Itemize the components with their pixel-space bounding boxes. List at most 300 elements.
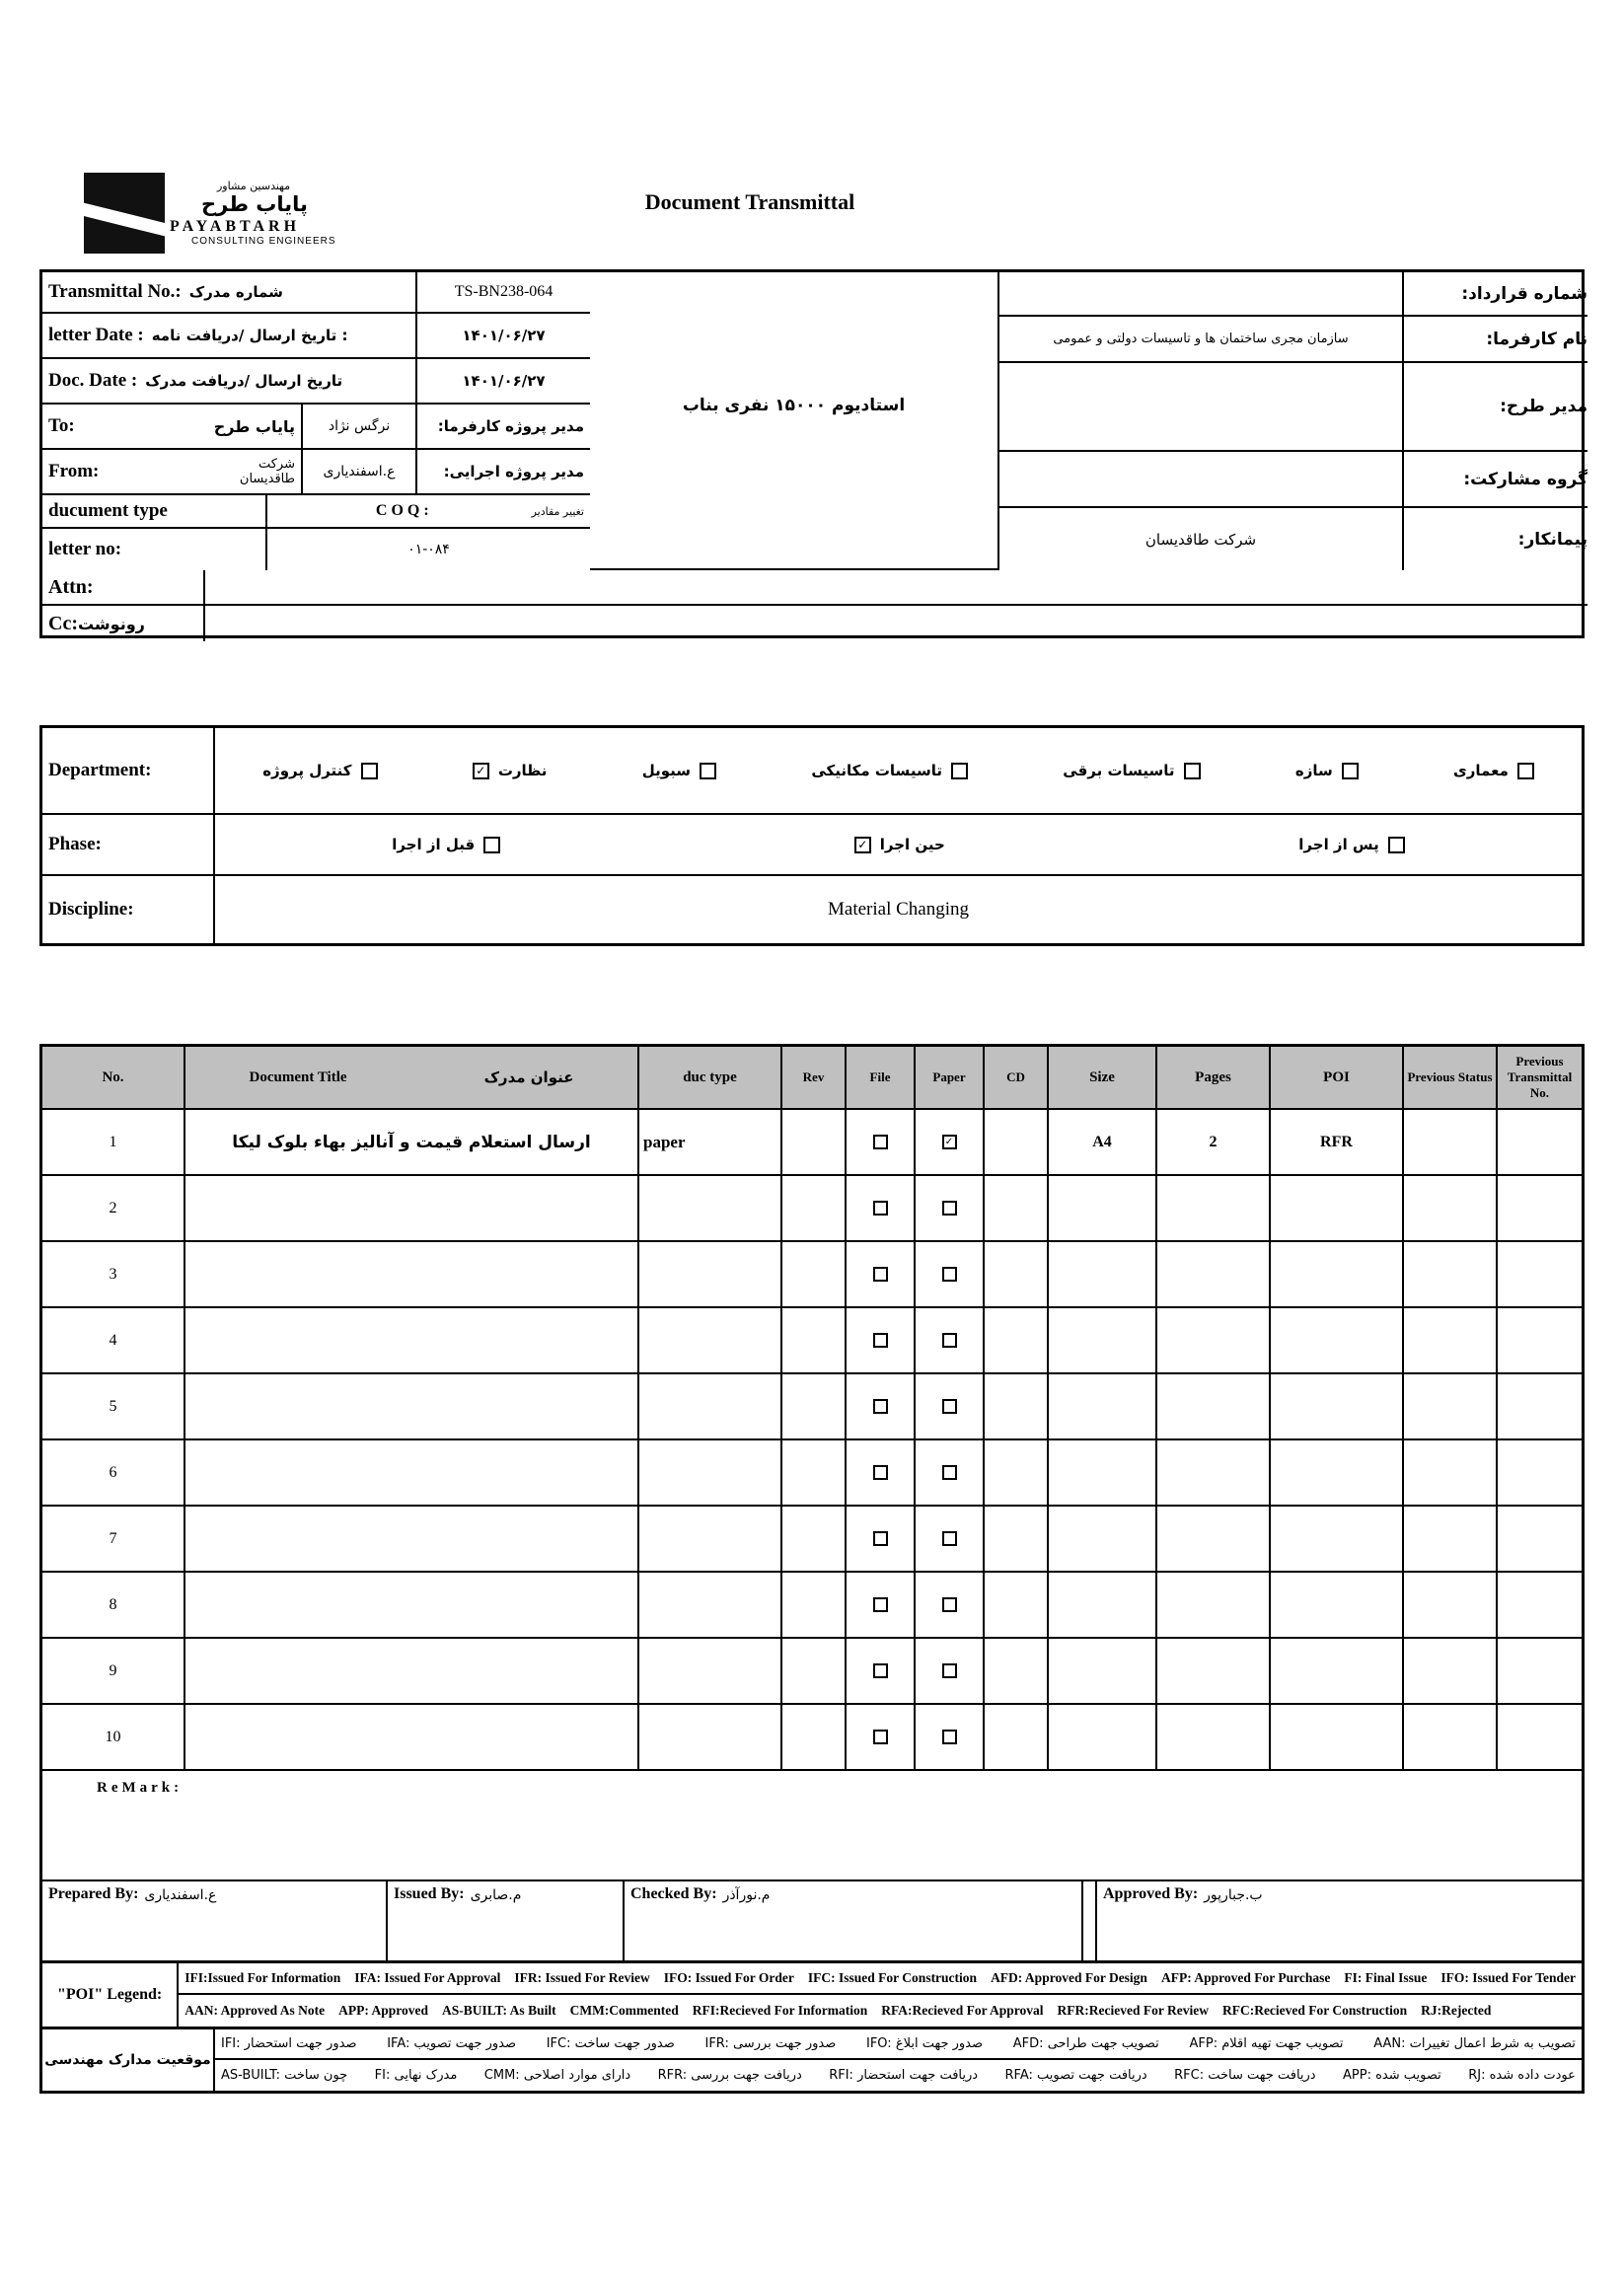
department-label: سبویل [641, 762, 692, 779]
cell-rev [782, 1374, 847, 1438]
department-label: سازه [1294, 762, 1333, 779]
approved-by-cell[interactable] [1097, 1881, 1582, 1960]
logo-fa-small: مهندسین مشاور [217, 180, 291, 192]
cell-pages [1157, 1705, 1271, 1769]
cell-cd [985, 1705, 1049, 1769]
attn-row [42, 570, 1587, 606]
table-row [42, 1242, 1582, 1308]
cell-prev-transmittal [1498, 1308, 1582, 1372]
cell-prev-status [1404, 1308, 1498, 1372]
checked-by-name: م.نورآذر [722, 1887, 771, 1903]
department-checkbox[interactable] [1342, 763, 1359, 779]
paper-checkbox[interactable] [942, 1597, 957, 1612]
status-legend-group [42, 2029, 1582, 2091]
table-row [42, 1308, 1582, 1374]
cell-file [847, 1374, 916, 1438]
col-header-poi: POI [1271, 1047, 1404, 1108]
letter-no-label: letter no: [48, 539, 122, 559]
prepared-by-cell[interactable] [42, 1881, 388, 1960]
from-label: From: [48, 461, 100, 481]
table-row [42, 1573, 1582, 1639]
status-legend-entry: APP: تصویب شده [1343, 2068, 1441, 2083]
file-checkbox[interactable] [873, 1399, 888, 1414]
cell-rev [782, 1308, 847, 1372]
cell-duc-type [639, 1573, 782, 1637]
cell-prev-transmittal [1498, 1639, 1582, 1703]
cell-poi [1271, 1374, 1404, 1438]
cell-pages [1157, 1308, 1271, 1372]
phase-label: Phase: [42, 815, 215, 874]
poi-legend-line-1 [179, 1963, 1582, 1995]
cell-pages [1157, 1639, 1271, 1703]
cc-label-fa: رونوشت [77, 614, 145, 633]
status-legend-entry: IFO: صدور جهت ابلاغ [865, 2036, 984, 2051]
department-checkbox[interactable] [1184, 763, 1201, 779]
file-checkbox[interactable] [873, 1267, 888, 1282]
cell-duc-type [639, 1242, 782, 1306]
transmittal-no-label-fa: شماره مدرک [188, 283, 283, 301]
cell-poi: RFR [1271, 1110, 1404, 1174]
cell-title [185, 1507, 639, 1571]
doc-date-label-fa: تاریخ ارسال /دریافت مدرک [145, 372, 343, 390]
cell-size [1049, 1176, 1157, 1240]
poi-legend-entry: RFC:Recieved For Construction [1221, 2003, 1408, 2018]
cell-paper [916, 1374, 985, 1438]
status-legend-entry: IFC: صدور جهت ساخت [546, 2036, 675, 2051]
poi-legend-entry: IFA: Issued For Approval [354, 1970, 501, 1985]
poi-legend-entry: FI: Final Issue [1344, 1970, 1428, 1985]
col-header-file: File [847, 1047, 916, 1108]
document-type-value: C O Q : [375, 502, 429, 519]
cell-title [185, 1308, 639, 1372]
cell-paper [916, 1242, 985, 1306]
cell-title: ارسال استعلام قیمت و آنالیز بهاء بلوک لیکا [185, 1110, 639, 1174]
attn-value-cell[interactable] [205, 570, 1587, 604]
letter-date-label-fa: تاریخ ارسال /دریافت نامه : [151, 327, 348, 344]
cell-no: 9 [42, 1639, 185, 1703]
poi-legend-label: "POI" Legend: [42, 1963, 179, 2027]
to-label: To: [48, 415, 75, 436]
cell-size [1049, 1705, 1157, 1769]
department-checkbox[interactable] [700, 763, 716, 779]
cell-title [185, 1573, 639, 1637]
status-legend-entry: IFA: صدور جهت تصویب [387, 2036, 516, 2051]
cell-duc-type [639, 1308, 782, 1372]
file-checkbox[interactable] [873, 1730, 888, 1744]
cc-value-cell[interactable] [205, 606, 1587, 641]
cell-no: 3 [42, 1242, 185, 1306]
cell-rev [782, 1573, 847, 1637]
cell-size [1049, 1308, 1157, 1372]
cell-prev-transmittal [1498, 1110, 1582, 1174]
cell-rev [782, 1176, 847, 1240]
cell-prev-status [1404, 1374, 1498, 1438]
table-row [42, 1440, 1582, 1507]
status-legend-entry: RFA: دریافت جهت تصویب [1004, 2068, 1147, 2083]
department-item [1063, 762, 1200, 779]
issued-by-name: م.صابری [470, 1887, 522, 1903]
logo-text-block [170, 180, 397, 247]
cell-file [847, 1242, 916, 1306]
poi-legend-entry: RFI:Recieved For Information [692, 2003, 868, 2018]
cell-cd [985, 1507, 1049, 1571]
file-checkbox[interactable] [873, 1531, 888, 1546]
cell-duc-type [639, 1176, 782, 1240]
design-manager-value [999, 363, 1404, 450]
to-role-label: مدیر پروژه کارفرما: [437, 417, 584, 435]
department-checkbox[interactable] [361, 763, 378, 779]
col-header-size: Size [1049, 1047, 1157, 1108]
cell-title [185, 1374, 639, 1438]
status-legend-entry: AAN: تصویب به شرط اعمال تغییرات [1373, 2036, 1576, 2051]
paper-checkbox[interactable] [942, 1531, 957, 1546]
from-role-label: مدیر پروژه اجرایی: [443, 463, 584, 480]
cell-prev-transmittal [1498, 1507, 1582, 1571]
department-item [811, 762, 968, 779]
poi-legend-entry: IFO: Issued For Tender [1440, 1970, 1576, 1985]
col-header-duc-type: duc type [639, 1047, 782, 1108]
poi-legend-entry: AS-BUILT: As Built [442, 2003, 556, 2018]
phase-label: حین اجرا [879, 836, 945, 853]
phase-item [1298, 836, 1404, 853]
from-person: ع.اسفندیاری [323, 464, 396, 479]
doc-date-label: Doc. Date : [48, 370, 138, 391]
cell-rev [782, 1110, 847, 1174]
client-label: نام کارفرما: [1486, 329, 1587, 349]
contract-no-value [999, 272, 1404, 315]
prepared-by-name: ع.اسفندیاری [144, 1887, 217, 1903]
classification-table [39, 725, 1585, 946]
cell-no: 10 [42, 1705, 185, 1769]
approved-by-name: ب.جبارپور [1204, 1887, 1263, 1903]
status-legend-entry: IFR: صدور جهت بررسی [704, 2036, 837, 2051]
cell-prev-status [1404, 1507, 1498, 1571]
col-header-title-fa: عنوان مدرک [483, 1069, 574, 1086]
department-item [262, 762, 377, 779]
cell-cd [985, 1440, 1049, 1505]
cc-label: Cc: [48, 612, 78, 634]
department-checkbox[interactable] [1517, 763, 1534, 779]
cell-poi [1271, 1176, 1404, 1240]
cell-no: 5 [42, 1374, 185, 1438]
cell-no: 8 [42, 1573, 185, 1637]
cell-rev [782, 1705, 847, 1769]
poi-legend-line-2 [179, 1995, 1582, 2027]
approved-by-label: Approved By: [1103, 1885, 1199, 1902]
poi-legend-entry: APP: Approved [338, 2003, 429, 2018]
signature-row-gap [1083, 1881, 1097, 1960]
cell-paper [916, 1308, 985, 1372]
poi-legend-entry: RJ:Rejected [1421, 2003, 1492, 2018]
logo-company-name: PAYABTARH [170, 218, 301, 235]
to-person: نرگس نژاد [328, 418, 391, 434]
cell-pages [1157, 1573, 1271, 1637]
cell-duc-type [639, 1507, 782, 1571]
cell-prev-transmittal [1498, 1242, 1582, 1306]
poi-legend-entry: AAN: Approved As Note [185, 2003, 326, 2018]
status-legend-entry: RJ: عودت داده شده [1468, 2068, 1576, 2083]
letter-date-label: letter Date : [48, 325, 144, 345]
issued-by-label: Issued By: [394, 1885, 465, 1902]
design-manager-label: مدیر طرح: [1500, 397, 1587, 416]
status-legend-line-1 [215, 2029, 1582, 2060]
cell-paper [916, 1507, 985, 1571]
client-value: سازمان مجری ساختمان ها و تاسیسات دولتی و عمومی [999, 317, 1404, 361]
department-item [1453, 762, 1534, 779]
cell-paper [916, 1639, 985, 1703]
cell-poi [1271, 1705, 1404, 1769]
cell-prev-status [1404, 1639, 1498, 1703]
from-value: شرکت طاقدیسان [239, 457, 295, 486]
status-legend-entry: AFP: تصویب جهت تهیه اقلام [1189, 2036, 1344, 2051]
info-right-block [999, 272, 1587, 570]
cell-prev-transmittal [1498, 1374, 1582, 1438]
cell-duc-type [639, 1705, 782, 1769]
cell-paper [916, 1176, 985, 1240]
cc-row [42, 606, 1587, 641]
poi-legend-entry: CMM:Commented [569, 2003, 679, 2018]
table-row [42, 1507, 1582, 1573]
page-title: Document Transmittal [644, 189, 855, 214]
cell-paper [916, 1440, 985, 1505]
cell-prev-status [1404, 1705, 1498, 1769]
file-checkbox[interactable] [873, 1201, 888, 1216]
col-header-cd: CD [985, 1047, 1049, 1108]
cell-size [1049, 1440, 1157, 1505]
cell-poi [1271, 1573, 1404, 1637]
remark-label: ReMark: [97, 1780, 184, 1796]
poi-legend-entry: IFC: Issued For Construction [807, 1970, 978, 1985]
col-header-rev: Rev [782, 1047, 847, 1108]
cell-poi [1271, 1242, 1404, 1306]
cell-poi [1271, 1639, 1404, 1703]
cell-cd [985, 1308, 1049, 1372]
cell-file [847, 1440, 916, 1505]
cell-file [847, 1110, 916, 1174]
poi-legend-entry: IFI:Issued For Information [185, 1970, 341, 1985]
paper-checkbox-checked[interactable]: ✓ [942, 1135, 957, 1149]
paper-checkbox[interactable] [942, 1267, 957, 1282]
cell-file [847, 1507, 916, 1571]
cell-cd [985, 1110, 1049, 1174]
cell-prev-status [1404, 1242, 1498, 1306]
logo-swoosh-shape [84, 200, 165, 244]
cell-rev [782, 1242, 847, 1306]
status-legend-entry: AS-BUILT: چون ساخت [221, 2068, 348, 2083]
info-left-block [42, 272, 590, 570]
document-type-label: ducument type [48, 500, 168, 521]
department-label: نظارت [497, 762, 548, 779]
cell-duc-type [639, 1639, 782, 1703]
cell-paper [916, 1705, 985, 1769]
file-checkbox[interactable] [873, 1663, 888, 1678]
cell-title [185, 1705, 639, 1769]
poi-legend-entry: RFR:Recieved For Review [1057, 2003, 1209, 2018]
cell-prev-transmittal [1498, 1705, 1582, 1769]
company-logo-icon [84, 173, 165, 254]
paper-checkbox[interactable] [942, 1201, 957, 1216]
issued-by-cell[interactable] [388, 1881, 625, 1960]
cell-poi [1271, 1507, 1404, 1571]
cell-no: 6 [42, 1440, 185, 1505]
prepared-by-label: Prepared By: [48, 1885, 139, 1902]
cell-prev-status [1404, 1176, 1498, 1240]
phase-item [392, 836, 500, 853]
cell-prev-transmittal [1498, 1573, 1582, 1637]
attn-label: Attn: [42, 570, 205, 604]
cell-pages [1157, 1440, 1271, 1505]
cell-poi [1271, 1308, 1404, 1372]
status-legend-entry: FI: مدرک نهایی [374, 2068, 458, 2083]
table-row [42, 1374, 1582, 1440]
col-header-paper: Paper [916, 1047, 985, 1108]
contract-no-label: شماره قرارداد: [1461, 283, 1587, 304]
transmittal-no-value: TS-BN238-064 [454, 283, 554, 300]
cell-cd [985, 1573, 1049, 1637]
status-legend-entry: AFD: تصویب جهت طراحی [1012, 2036, 1159, 2051]
cell-rev [782, 1440, 847, 1505]
discipline-value: Material Changing [828, 899, 969, 920]
cell-paper [916, 1110, 985, 1174]
poi-legend-entry: IFO: Issued For Order [663, 1970, 794, 1985]
phase-checkbox-checked[interactable]: ✓ [854, 837, 871, 853]
cell-duc-type [639, 1440, 782, 1505]
jv-value [999, 452, 1404, 506]
file-checkbox[interactable] [873, 1333, 888, 1348]
checked-by-label: Checked By: [630, 1885, 717, 1902]
col-header-previous-status: Previous Status [1404, 1047, 1498, 1108]
col-header-no: No. [42, 1047, 185, 1108]
cell-pages [1157, 1176, 1271, 1240]
logo-fa-big: پایاب طرح [201, 192, 308, 216]
poi-legend-entry: AFP: Approved For Purchase [1160, 1970, 1331, 1985]
cell-size: A4 [1049, 1110, 1157, 1174]
signatures-row [42, 1881, 1582, 1963]
transmittal-info-table [39, 269, 1585, 638]
department-checkbox[interactable] [951, 763, 968, 779]
cell-size [1049, 1242, 1157, 1306]
cell-title [185, 1176, 639, 1240]
cell-pages [1157, 1507, 1271, 1571]
cell-pages [1157, 1374, 1271, 1438]
department-checklist [215, 728, 1582, 813]
status-legend-entry: RFC: دریافت جهت ساخت [1174, 2068, 1316, 2083]
col-header-previous-transmittal: Previous Transmittal No. [1507, 1054, 1573, 1100]
cell-file [847, 1308, 916, 1372]
cell-title [185, 1639, 639, 1703]
cell-duc-type: paper [639, 1110, 782, 1174]
cell-cd [985, 1374, 1049, 1438]
cell-prev-status [1404, 1110, 1498, 1174]
table-row [42, 1110, 1582, 1176]
poi-legend-entry: RFA:Recieved For Approval [881, 2003, 1044, 2018]
cell-title [185, 1440, 639, 1505]
file-checkbox[interactable] [873, 1465, 888, 1480]
cell-file [847, 1639, 916, 1703]
cell-rev [782, 1507, 847, 1571]
project-name-cell [590, 272, 999, 570]
file-checkbox[interactable] [873, 1597, 888, 1612]
department-item [473, 762, 548, 779]
letter-no-value: ۰۱-۰۸۴ [407, 542, 450, 557]
col-header-pages: Pages [1157, 1047, 1271, 1108]
paper-checkbox[interactable] [942, 1399, 957, 1414]
poi-legend-entry: IFR: Issued For Review [514, 1970, 650, 1985]
cell-size [1049, 1507, 1157, 1571]
contractor-value: شرکت طاقدیسان [999, 508, 1404, 570]
status-legend-label: موقعیت مدارک مهندسی [42, 2029, 215, 2091]
cell-no: 1 [42, 1110, 185, 1174]
department-label: کنترل پروژه [262, 762, 352, 779]
cell-duc-type [639, 1374, 782, 1438]
paper-checkbox[interactable] [942, 1465, 957, 1480]
cell-file [847, 1176, 916, 1240]
logo-company-subtitle: CONSULTING ENGINEERS [191, 236, 336, 247]
cell-no: 7 [42, 1507, 185, 1571]
cell-prev-status [1404, 1573, 1498, 1637]
cell-size [1049, 1639, 1157, 1703]
phase-checkbox[interactable] [483, 837, 500, 853]
paper-checkbox[interactable] [942, 1730, 957, 1744]
cell-size [1049, 1374, 1157, 1438]
cell-no: 4 [42, 1308, 185, 1372]
cell-cd [985, 1176, 1049, 1240]
cell-title [185, 1242, 639, 1306]
col-header-title-en: Document Title [249, 1069, 347, 1085]
cell-paper [916, 1573, 985, 1637]
cell-file [847, 1705, 916, 1769]
file-checkbox[interactable] [873, 1135, 888, 1149]
to-value: پایاب طرح [213, 416, 295, 436]
discipline-label: Discipline: [42, 876, 215, 943]
cell-size [1049, 1573, 1157, 1637]
paper-checkbox[interactable] [942, 1333, 957, 1348]
phase-checkbox[interactable] [1388, 837, 1405, 853]
table-row [42, 1639, 1582, 1705]
department-checkbox-checked[interactable]: ✓ [473, 763, 489, 779]
paper-checkbox[interactable] [942, 1663, 957, 1678]
status-legend-line-2 [215, 2060, 1582, 2091]
cell-poi [1271, 1440, 1404, 1505]
department-label: معماری [1453, 762, 1509, 779]
transmittal-no-label: Transmittal No.: [48, 281, 182, 302]
department-label: تاسیسات مکانیکی [811, 762, 942, 779]
department-label: Department: [42, 728, 215, 813]
cell-rev [782, 1639, 847, 1703]
cell-no: 2 [42, 1176, 185, 1240]
phase-checklist [215, 815, 1582, 874]
checked-by-cell[interactable] [625, 1881, 1083, 1960]
table-row [42, 1176, 1582, 1242]
documents-table-block [39, 1044, 1585, 2094]
cell-cd [985, 1242, 1049, 1306]
documents-table-header [42, 1047, 1582, 1110]
status-legend-entry: CMM: دارای موارد اصلاحی [483, 2068, 631, 2083]
cell-file [847, 1573, 916, 1637]
status-legend-entry: RFR: دریافت جهت بررسی [657, 2068, 802, 2083]
status-legend-entry: RFI: دریافت جهت استحضار [829, 2068, 979, 2083]
table-row [42, 1705, 1582, 1771]
phase-item [854, 836, 945, 853]
department-item [1295, 762, 1359, 779]
cell-prev-transmittal [1498, 1176, 1582, 1240]
documents-table-body [42, 1110, 1582, 1771]
project-name: استادیوم ۱۵۰۰۰ نفری بناب [682, 396, 906, 415]
cell-prev-transmittal [1498, 1440, 1582, 1505]
poi-legend-entry: AFD: Approved For Design [991, 1970, 1147, 1985]
document-type-fa: تغییر مقادیر [531, 504, 584, 518]
remark-box[interactable] [42, 1771, 1582, 1881]
